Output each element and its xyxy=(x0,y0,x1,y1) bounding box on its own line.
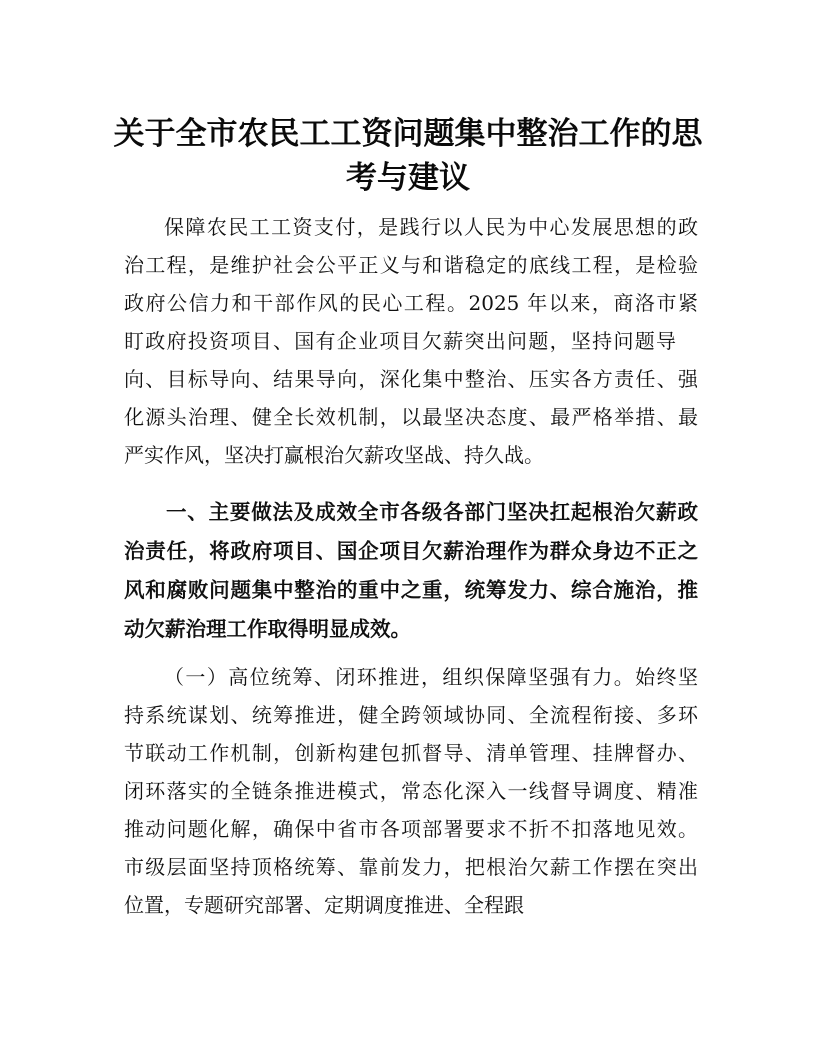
title-line: 关于全市农民工工资问题集中整治工作的思 xyxy=(113,116,703,152)
title-line: 考与建议 xyxy=(346,160,470,196)
paragraph-line: 风和腐败问题集中整治的重中之重，统筹发力、综合施治，推 xyxy=(124,578,698,602)
paragraph-line: 严实作风，坚决打赢根治欠薪攻坚战、持久战。 xyxy=(124,443,544,467)
paragraph-line: 位置，专题研究部署、定期调度推进、全程跟 xyxy=(124,893,524,917)
paragraph-line: 政府公信力和干部作风的民心工程。2025 年以来，商洛市紧 xyxy=(124,291,698,315)
intro-paragraph xyxy=(124,212,698,478)
subsection-paragraph xyxy=(124,662,698,928)
paragraph-line: 节联动工作机制，创新构建包抓督导、清单管理、挂牌督办、 xyxy=(124,741,698,765)
paragraph-line: 推动问题化解，确保中省市各项部署要求不折不扣落地见效。 xyxy=(124,817,698,841)
paragraph-line: 治工程，是维护社会公平正义与和谐稳定的底线工程，是检验 xyxy=(124,253,698,277)
paragraph-line: 化源头治理、健全长效机制，以最坚决态度、最严格举措、最 xyxy=(124,405,698,429)
paragraph-line: （一）高位统筹、闭环推进，组织保障坚强有力。始终坚 xyxy=(164,665,698,689)
paragraph-line: 持系统谋划、统筹推进，健全跨领域协同、全流程衔接、多环 xyxy=(124,703,698,727)
paragraph-line: 一、主要做法及成效全市各级各部门坚决扛起根治欠薪政 xyxy=(166,500,698,524)
paragraph-line: 治责任，将政府项目、国企项目欠薪治理作为群众身边不正之 xyxy=(124,539,698,563)
paragraph-line: 向、目标导向、结果导向，深化集中整治、压实各方责任、强 xyxy=(124,367,698,391)
paragraph-line: 闭环落实的全链条推进模式，常态化深入一线督导调度、精准 xyxy=(124,779,698,803)
paragraph-line: 盯政府投资项目、国有企业项目欠薪突出问题，坚持问题导 xyxy=(124,329,676,353)
paragraph-line: 动欠薪治理工作取得明显成效。 xyxy=(124,617,411,641)
section-heading-paragraph xyxy=(124,497,698,653)
paragraph-line: 保障农民工工资支付，是践行以人民为中心发展思想的政 xyxy=(164,215,698,239)
paragraph-line: 市级层面坚持顶格统筹、靠前发力，把根治欠薪工作摆在突出 xyxy=(124,855,698,879)
document-title xyxy=(110,112,706,200)
